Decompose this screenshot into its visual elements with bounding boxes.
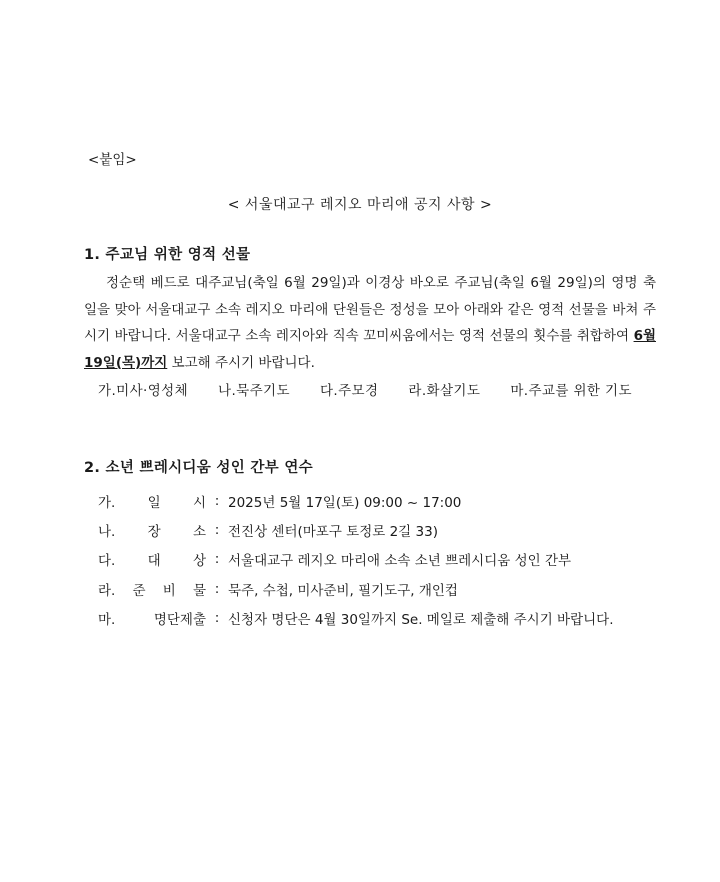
detail-row-date bbox=[98, 486, 614, 515]
section1-heading: 1. 주교님 위한 영적 선물 bbox=[84, 247, 251, 263]
spiritual-gift-list bbox=[98, 379, 632, 399]
paragraph-tail: 보고해 주시기 바랍니다. bbox=[167, 354, 315, 371]
section2-heading: 2. 소년 쁘레시디움 성인 간부 연수 bbox=[84, 460, 313, 476]
detail-value: 전진상 센터(마포구 토정로 2길 33) bbox=[228, 524, 438, 541]
attachment-label: <붙임> bbox=[88, 152, 137, 168]
detail-colon: : bbox=[214, 522, 220, 539]
training-details bbox=[98, 486, 614, 633]
paragraph-indent bbox=[84, 275, 106, 291]
detail-label: 다. 대 상 bbox=[98, 553, 206, 570]
detail-row-submission bbox=[98, 604, 614, 633]
detail-value: 신청자 명단은 4월 30일까지 Se. 메일로 제출해 주시기 바랍니다. bbox=[228, 612, 614, 629]
detail-row-supplies bbox=[98, 574, 614, 603]
detail-label: 나. 장 소 bbox=[98, 524, 206, 541]
deadline-emphasis: 6월 19일(목)까지 bbox=[84, 328, 656, 371]
prayer-item: 가.미사·영성체 bbox=[98, 383, 189, 399]
detail-colon: : bbox=[214, 610, 220, 627]
prayer-item: 라.화살기도 bbox=[408, 383, 481, 399]
detail-value: 서울대교구 레지오 마리애 소속 소년 쁘레시디움 성인 간부 bbox=[228, 553, 572, 570]
detail-colon: : bbox=[214, 492, 220, 509]
detail-value: 2025년 5월 17일(토) 09:00 ~ 17:00 bbox=[228, 494, 462, 511]
prayer-item: 마.주교를 위한 기도 bbox=[510, 383, 632, 399]
notice-title: < 서울대교구 레지오 마리애 공지 사항 > bbox=[227, 197, 493, 213]
detail-value: 묵주, 수첩, 미사준비, 필기도구, 개인컵 bbox=[228, 582, 458, 599]
section1-paragraph bbox=[84, 270, 656, 376]
prayer-item: 다.주모경 bbox=[319, 383, 379, 399]
detail-colon: : bbox=[214, 580, 220, 597]
paragraph-text: 정순택 베드로 대주교님(축일 6월 29일)과 이경상 바오로 주교님(축일 6월 29일)의 영명 축일을 맞아 서울대교구 소속 레지오 마리애 단원들은 정성을 모아 아래와 같은 영적 선물을 바쳐 주시기 바랍니다. 서울대교구 소속 레지아와 직속 꼬미씨움에서는 영적 선물의 횟수를 취합하여 bbox=[84, 275, 656, 345]
detail-label: 가. 일 시 bbox=[98, 494, 206, 511]
detail-row-place bbox=[98, 515, 614, 544]
detail-label: 라. 준 비 물 bbox=[98, 582, 206, 599]
prayer-item: 나.묵주기도 bbox=[218, 383, 290, 399]
detail-row-target bbox=[98, 545, 614, 574]
detail-colon: : bbox=[214, 551, 220, 568]
detail-label: 마. 명단제출 bbox=[98, 612, 206, 629]
